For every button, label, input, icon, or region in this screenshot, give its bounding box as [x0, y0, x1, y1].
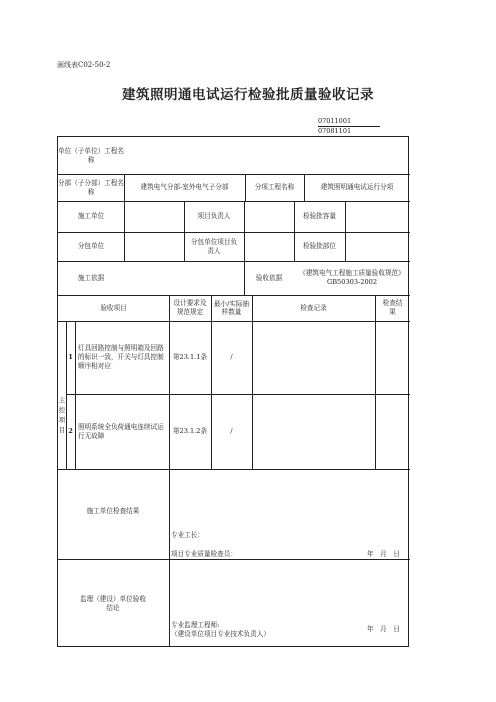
inspection-code-1: 07011001 [318, 117, 380, 127]
main-control-label: 主控项目 [58, 396, 66, 434]
item-1-sample: / [230, 353, 233, 361]
foreman-label: 专业工长： [171, 531, 204, 539]
col-item: 验收项目 [100, 303, 127, 312]
construction-basis-label: 施工依据 [77, 273, 105, 282]
col-inspection-record: 检查记录 [300, 303, 327, 312]
supervision-date: 年 月 日 [367, 625, 400, 633]
acceptance-basis-value: 《建筑电气工程施工质量验收规范》GB50303-2002 [299, 269, 405, 286]
item-2-sample: / [230, 427, 233, 435]
subcontractor-label: 分包单位 [77, 242, 105, 250]
batch-location-label: 检验批部位 [303, 242, 336, 250]
project-manager-label: 项目负责人 [197, 212, 231, 220]
item-1-text: 灯具回路控制与照明箱及回路的标识一致，开关与灯具控制顺序相对应 [78, 344, 164, 370]
contractor-label: 施工单位 [77, 212, 105, 220]
construction-result-label: 施工单位检查结果 [86, 506, 140, 515]
page-title: 建筑照明通电试运行检验批质量验收记录 [122, 87, 374, 103]
sub-manager-label: 分包单位项目负责人 [190, 237, 238, 255]
item-2-clause: 第23.1.2条 [172, 427, 208, 435]
unit-project-label: 单位（子单位）工程名称 [58, 146, 124, 164]
construction-date: 年 月 日 [367, 550, 400, 558]
division-value: 建筑电气分部-室外电气子分部 [140, 183, 229, 191]
inspection-code-2: 07081101 [318, 127, 380, 137]
item-2-text: 照明系统全负荷通电连续试运行无故障 [78, 422, 164, 440]
item-2-no: 2 [68, 427, 73, 435]
acceptance-basis-label: 验收依据 [255, 273, 283, 282]
supervision-result-label: 监理（建设）单位验收结论 [80, 595, 146, 612]
batch-capacity-label: 检验批容量 [303, 212, 336, 220]
supervision-engineer-label: 专业监理工程师: [171, 621, 220, 629]
col-inspection-result: 检查结果 [382, 299, 403, 316]
qc-label: 项目专业质量检查员： [171, 550, 237, 558]
subitem-label: 分项工程名称 [254, 183, 295, 191]
supervision-engineer-sub: （建设单位项目专业技术负责人） [171, 630, 270, 638]
form-code: 画线表C02-50-2 [57, 61, 111, 69]
item-1-no: 1 [68, 353, 73, 361]
record-table [57, 136, 409, 647]
subitem-value: 建筑照明通电试运行分项 [320, 183, 394, 191]
item-1-clause: 第23.1.1条 [172, 353, 208, 361]
division-label: 分部（子分部）工程名称 [58, 178, 124, 196]
col-design-req: 设计要求及规范规定 [173, 299, 207, 316]
col-min-sample: 最小/实际抽样数量 [213, 300, 250, 316]
